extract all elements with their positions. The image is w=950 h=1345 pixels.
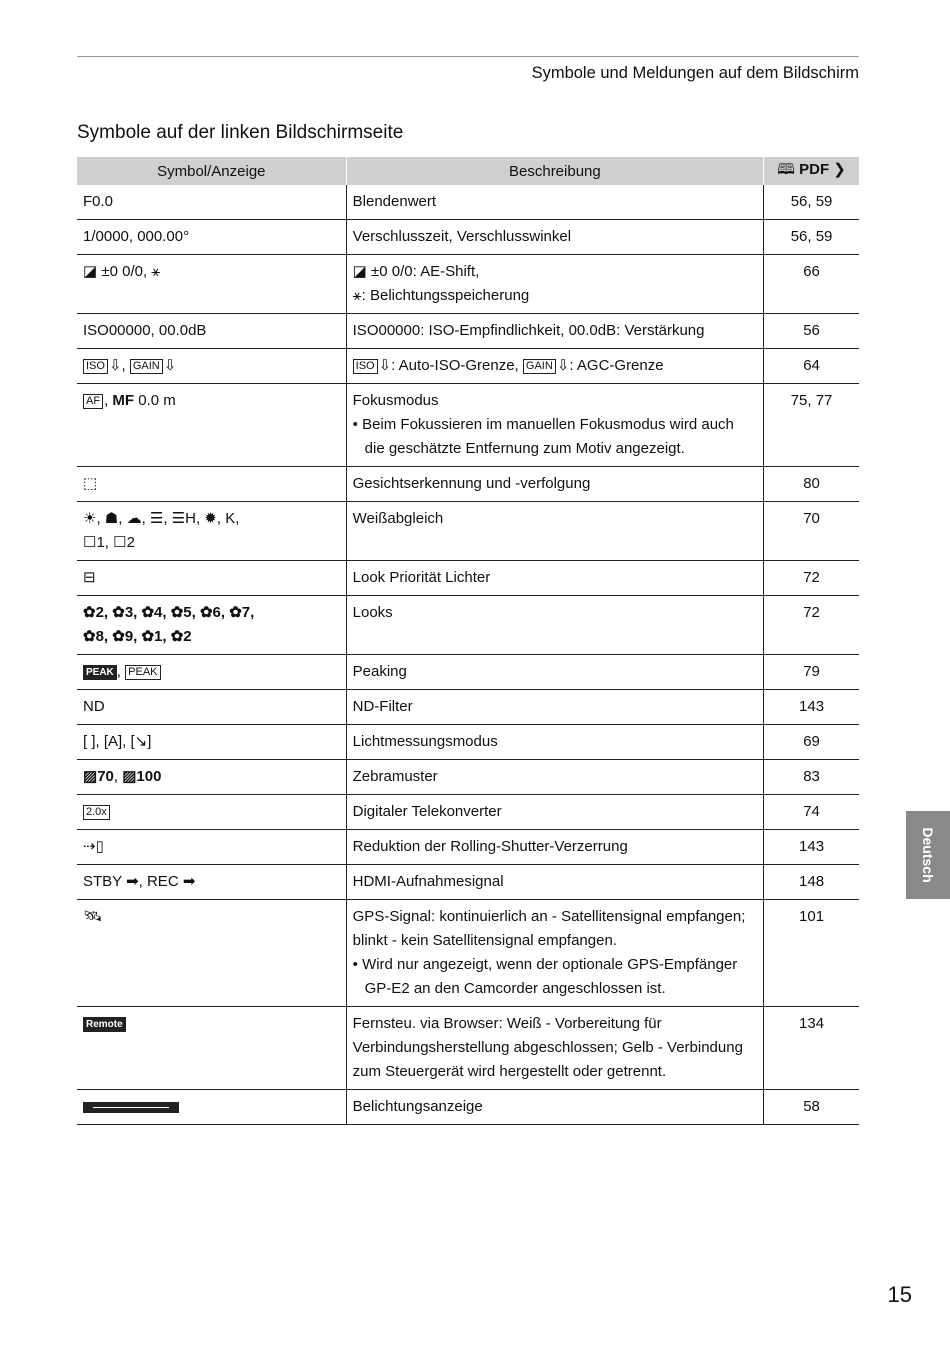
row-page: 56, 59 — [790, 193, 833, 210]
face-detect-icon: ⬚ — [77, 467, 346, 502]
rolling-shutter-icon: ⇢▯ — [77, 830, 346, 865]
header-description: Beschreibung — [346, 157, 763, 185]
row-symbol — [77, 1007, 346, 1090]
row-page: 101 — [764, 900, 859, 1007]
row-symbol-line2: ✿8, ✿9, ✿1, ✿2 — [83, 628, 192, 645]
table-row — [77, 690, 859, 725]
row-page: 134 — [764, 1007, 859, 1090]
mf-icon: MF — [112, 392, 135, 409]
ae-shift-icon: ◪ — [352, 263, 367, 280]
table-row — [77, 900, 859, 1007]
row-symbol: STBY ➡, REC ➡ — [77, 865, 346, 900]
gain-limit-icon: GAIN — [130, 359, 163, 374]
zebra-100-icon: ▨100 — [122, 768, 162, 785]
row-description-text-b: : AGC-Grenze — [569, 357, 664, 374]
row-symbol — [77, 795, 346, 830]
row-description: Fernsteu. via Browser: Weiß - Vorbereitung für Verbindungsherstellung abgeschlossen; Gelb - Verbindung zum Steuergerät wird hergestellt oder getrennt. — [346, 1007, 763, 1090]
top-rule — [77, 56, 859, 57]
row-page: 72 — [764, 596, 859, 655]
iso-limit-icon: ISO — [353, 359, 378, 374]
row-description: Peaking — [346, 655, 763, 690]
table-row — [77, 561, 859, 596]
table-row — [77, 220, 859, 255]
row-description: Gesichtserkennung und -verfolgung — [346, 467, 763, 502]
table-header-row — [77, 157, 859, 185]
row-bullet: • Beim Fokussieren im manuellen Fokusmodus wird auch die geschätzte Entfernung zum Motiv angezeigt. — [352, 416, 734, 457]
row-description: Zebramuster — [346, 760, 763, 795]
table-row — [77, 725, 859, 760]
row-symbol: ISO ⇩, GAIN ⇩ — [77, 349, 346, 384]
row-description: Blendenwert — [346, 185, 763, 220]
row-page: 70 — [764, 502, 859, 561]
table-row — [77, 467, 859, 502]
row-symbol: ISO00000, 00.0dB — [77, 314, 346, 349]
row-page: 75, 77 — [764, 384, 859, 467]
row-page: 83 — [764, 760, 859, 795]
header-symbol: Symbol/Anzeige — [77, 157, 346, 185]
table-row — [77, 384, 859, 467]
row-description: Belichtungsanzeige — [346, 1090, 763, 1125]
exposure-meter-icon — [83, 1102, 179, 1113]
table-row — [77, 830, 859, 865]
table-row — [77, 349, 859, 384]
look-icons — [77, 596, 346, 655]
row-page: 143 — [764, 690, 859, 725]
row-symbol: ND — [77, 690, 346, 725]
row-description: ISO00000: ISO-Empfindlichkeit, 00.0dB: Verstärkung — [346, 314, 763, 349]
table-row — [77, 596, 859, 655]
teleconverter-icon: 2.0x — [83, 805, 110, 820]
row-description — [346, 900, 763, 1007]
row-bullet-text: Wird nur angezeigt, wenn der optionale GPS-Empfänger GP-E2 an den Camcorder angeschlossen ist. — [362, 956, 738, 997]
row-page: 64 — [764, 349, 859, 384]
row-description — [346, 384, 763, 467]
page-number: 15 — [887, 1282, 912, 1307]
iso-limit-icon: ISO — [83, 359, 108, 374]
section-title: Symbole auf der linken Bildschirmseite — [77, 122, 404, 143]
table-row — [77, 655, 859, 690]
table-row — [77, 314, 859, 349]
row-description-text: Fokusmodus — [352, 392, 439, 409]
row-description: Look Priorität Lichter — [346, 561, 763, 596]
header-page — [764, 157, 859, 185]
row-description: HDMI-Aufnahmesignal — [346, 865, 763, 900]
row-page: 58 — [764, 1090, 859, 1125]
row-bullet-text: Beim Fokussieren im manuellen Fokusmodus wird auch die geschätzte Entfernung zum Motiv angezeigt. — [362, 416, 734, 457]
running-head: Symbole und Meldungen auf dem Bildschirm — [531, 64, 859, 82]
row-symbol: 1/0000, 000.00° — [77, 220, 346, 255]
table-row — [77, 865, 859, 900]
row-symbol-text: ✿2, ✿3, ✿4, ✿5, ✿6, ✿7, — [83, 604, 255, 621]
row-page: 69 — [764, 725, 859, 760]
chevron-right-icon: ❯ — [833, 160, 846, 178]
row-page: 74 — [764, 795, 859, 830]
side-tab-label: Deutsch — [920, 827, 936, 883]
gain-limit-icon: GAIN — [523, 359, 556, 374]
white-balance-icons — [77, 502, 346, 561]
row-symbol — [77, 255, 346, 314]
row-description: Looks — [346, 596, 763, 655]
row-page: 80 — [764, 467, 859, 502]
row-page: 56, 59 — [764, 220, 859, 255]
row-symbol — [77, 1090, 346, 1125]
row-description: Verschlusszeit, Verschlusswinkel — [346, 220, 763, 255]
table-row — [77, 795, 859, 830]
row-description: ISO ⇩: Auto-ISO-Grenze, GAIN ⇩: AGC-Grenze — [346, 349, 763, 384]
symbol-table — [77, 157, 859, 1125]
row-symbol: F0.0 — [77, 185, 346, 220]
table-row — [77, 760, 859, 795]
row-description: Digitaler Telekonverter — [346, 795, 763, 830]
peaking-2-icon: PEAK — [125, 665, 160, 680]
table-row — [77, 1007, 859, 1090]
remote-icon: Remote — [83, 1017, 126, 1032]
zebra-100-label: 100 — [136, 768, 162, 785]
row-description: Weißabgleich — [346, 502, 763, 561]
row-page: 143 — [764, 830, 859, 865]
header-pdf: PDF — [799, 160, 830, 178]
row-symbol: AF , MF 0.0 m — [77, 384, 346, 467]
zebra-70-icon: ▨70 — [83, 768, 114, 785]
highlight-priority-icon: ⊟ — [77, 561, 346, 596]
row-description: Lichtmessungsmodus — [346, 725, 763, 760]
af-icon: AF — [83, 394, 103, 409]
ae-shift-icon: ◪ — [83, 263, 98, 280]
row-symbol-text: ☀, ☗, ☁, ☰, ☰H, ✹, K, — [83, 510, 240, 527]
row-description: ND-Filter — [346, 690, 763, 725]
gps-icon: 🛰 — [77, 900, 346, 1007]
row-symbol: ▨70, ▨100 — [77, 760, 346, 795]
row-description-text: GPS-Signal: kontinuierlich an - Satellitensignal empfangen; blinkt - kein Satellitensignal empfangen. — [352, 908, 746, 949]
row-description-text: ±0 0/0: AE-Shift, — [371, 263, 480, 280]
peaking-1-icon: PEAK — [83, 665, 117, 680]
row-page: 148 — [764, 865, 859, 900]
row-page: 56 — [764, 314, 859, 349]
row-symbol: PEAK , PEAK — [77, 655, 346, 690]
table-row — [77, 502, 859, 561]
row-description-line2: ⚹: Belichtungsspeicherung — [352, 287, 530, 304]
row-symbol-text: ±0 0/0, ⚹ — [101, 263, 161, 280]
table-row — [77, 185, 859, 220]
row-description — [346, 255, 763, 314]
row-description-text: : Auto-ISO-Grenze, — [391, 357, 519, 374]
row-page: 72 — [764, 561, 859, 596]
row-page: 79 — [764, 655, 859, 690]
book-icon: 🕮 — [777, 160, 795, 178]
row-bullet: • Wird nur angezeigt, wenn der optionale GPS-Empfänger GP-E2 an den Camcorder angeschlossen ist. — [352, 956, 738, 997]
row-symbol-line2: ☐1, ☐2 — [83, 534, 135, 551]
row-description: Reduktion der Rolling-Shutter-Verzerrung — [346, 830, 763, 865]
table-row — [77, 1090, 859, 1125]
language-side-tab — [906, 811, 950, 899]
metering-icons: [ ], [A], [↘] — [77, 725, 346, 760]
row-page: 66 — [764, 255, 859, 314]
table-row — [77, 255, 859, 314]
zebra-70-label: 70 — [97, 768, 114, 785]
row-symbol-text: 0.0 m — [138, 392, 176, 409]
